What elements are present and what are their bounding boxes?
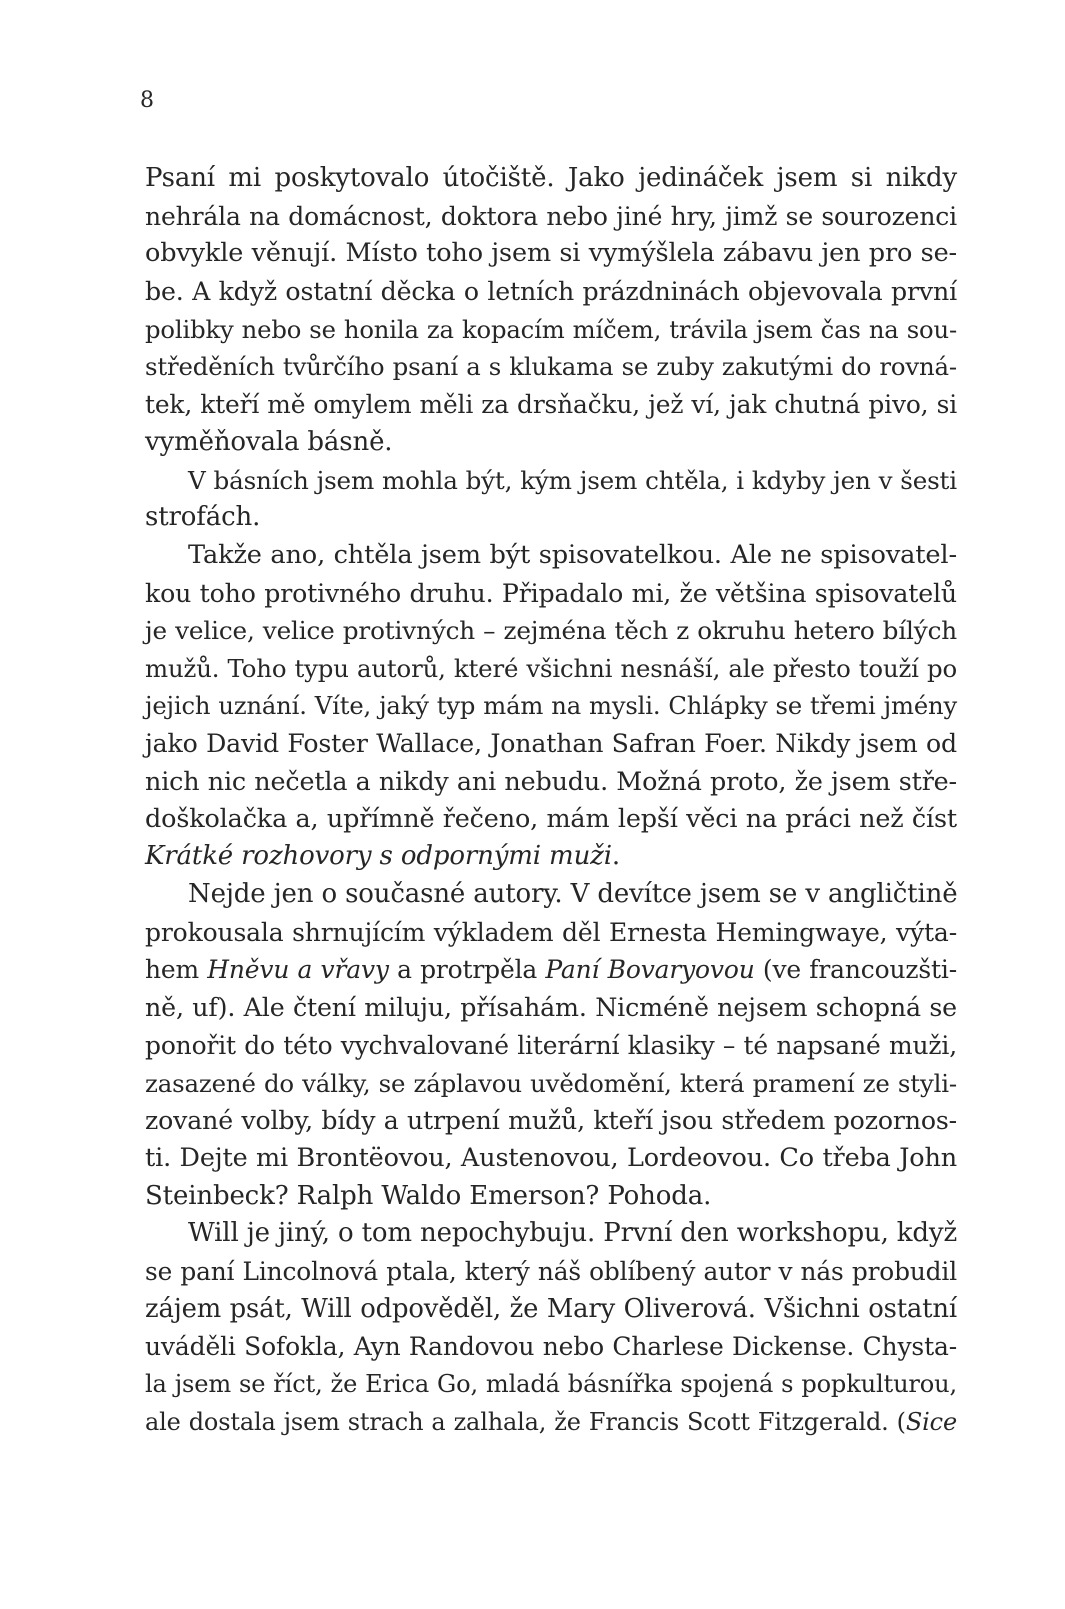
- text-line: [145, 801, 957, 839]
- text-line: [145, 462, 957, 500]
- text-run: .: [611, 841, 620, 872]
- text-run: ponořit do této vychvalované literární klasiky – té napsané muži,: [145, 1030, 957, 1060]
- paragraph: [145, 1215, 957, 1441]
- italic-title: Krátké rozhovory s odpornými muži: [145, 841, 612, 872]
- text-line: [145, 1140, 957, 1178]
- page-number: 8: [140, 88, 154, 113]
- text-run: (ve francouzšti-: [754, 955, 957, 985]
- text-run: zované volby, bídy a utrpení mužů, kteří jsou středem pozornos-: [145, 1106, 957, 1136]
- italic-title: Sice: [905, 1407, 957, 1436]
- text-line: [145, 1027, 957, 1065]
- text-run: je velice, velice protivných – zejména těch z okruhu hetero bílých: [145, 616, 957, 646]
- text-line: [145, 1215, 957, 1253]
- text-run: Steinbeck? Ralph Waldo Emerson? Pohoda.: [145, 1180, 712, 1211]
- text-line: [145, 1102, 957, 1140]
- text-line: [145, 612, 957, 650]
- text-run: a protrpěla: [388, 955, 546, 985]
- text-run: V básních jsem mohla být, kým jsem chtěla, i kdyby jen v šesti: [188, 465, 957, 495]
- text-line: [145, 1404, 957, 1442]
- text-run: jejich uznání. Víte, jaký typ mám na mysli. Chlápky se třemi jmény: [145, 691, 957, 720]
- text-line: [145, 1065, 957, 1103]
- text-run: ale dostala jsem strach a zalhala, že Francis Scott Fitzgerald. (: [145, 1407, 906, 1436]
- text-line: [145, 989, 957, 1027]
- text-run: tek, kteří mě omylem měli za drsňačku, jež ví, jak chutná pivo, si: [145, 390, 957, 420]
- text-run: hem: [145, 955, 208, 985]
- paragraph: [145, 876, 957, 1215]
- text-run: Psaní mi poskytovalo útočiště. Jako jedináček jsem si nikdy: [145, 163, 957, 193]
- text-run: prokousala shrnujícím výkladem děl Ernesta Hemingwaye, výta-: [145, 917, 957, 947]
- text-run: se paní Lincolnová ptala, který náš oblíbený autor v nás probudil: [145, 1256, 957, 1286]
- text-line: [145, 537, 957, 575]
- text-run: ti. Dejte mi Brontëovou, Austenovou, Lordeovou. Co třeba John: [145, 1142, 957, 1173]
- paragraph: [145, 462, 957, 537]
- text-run: zájem psát, Will odpověděl, že Mary Oliverová. Všichni ostatní: [145, 1293, 957, 1324]
- text-line: [145, 763, 957, 801]
- text-line: [145, 1291, 957, 1329]
- text-line: [145, 424, 957, 462]
- text-line: [145, 838, 957, 876]
- text-run: zasazené do války, se záplavou uvědomění, která pramení ze styli-: [145, 1068, 957, 1098]
- text-run: strofách.: [145, 502, 261, 533]
- italic-title: Paní Bovaryovou: [545, 955, 755, 985]
- text-line: [145, 650, 957, 688]
- text-line: [145, 311, 957, 349]
- text-line: [145, 575, 957, 613]
- text-line: [145, 1328, 957, 1366]
- text-line: [145, 914, 957, 952]
- text-line: [145, 235, 957, 273]
- text-line: [145, 1178, 957, 1216]
- text-run: obvykle věnují. Místo toho jsem si vymýšlela zábavu jen pro se-: [145, 238, 957, 269]
- text-run: vyměňovala básně.: [145, 426, 393, 457]
- text-line: [145, 876, 957, 914]
- text-line: [145, 499, 957, 537]
- text-run: jako David Foster Wallace, Jonathan Safran Foer. Nikdy jsem od: [145, 729, 957, 759]
- text-line: [145, 273, 957, 311]
- text-line: [145, 348, 957, 386]
- text-line: [145, 386, 957, 424]
- text-run: Nejde jen o současné autory. V devítce jsem se v angličtině: [188, 879, 958, 910]
- text-line: [145, 160, 957, 198]
- text-line: [145, 198, 957, 236]
- text-run: nich nic nečetla a nikdy ani nebudu. Možná proto, že jsem stře-: [145, 766, 957, 796]
- paragraph: [145, 160, 957, 462]
- text-run: ně, uf). Ale čtení miluju, přísahám. Nicméně nejsem schopná se: [145, 993, 957, 1023]
- body-text: [145, 160, 957, 1441]
- text-run: be. A když ostatní děcka o letních prázdninách objevovala první: [145, 277, 957, 307]
- italic-title: Hněvu a vřavy: [207, 955, 389, 985]
- paragraph: [145, 537, 957, 876]
- text-run: mužů. Toho typu autorů, které všichni nesnáší, ale přesto touží po: [145, 653, 957, 683]
- text-line: [145, 688, 957, 726]
- text-line: [145, 725, 957, 763]
- text-run: uváděli Sofokla, Ayn Randovou nebo Charlese Dickense. Chysta-: [145, 1332, 957, 1362]
- text-run: polibky nebo se honila za kopacím míčem, trávila jsem čas na sou-: [145, 314, 957, 344]
- text-run: kou toho protivného druhu. Připadalo mi, že většina spisovatelů: [145, 578, 957, 608]
- text-run: la jsem se říct, že Erica Go, mladá básnířka spojená s popkulturou,: [145, 1370, 957, 1398]
- text-run: Takže ano, chtěla jsem být spisovatelkou. Ale ne spisovatel-: [188, 539, 957, 570]
- text-run: doškolačka a, upřímně řečeno, mám lepší věci na práci než číst: [145, 803, 957, 834]
- text-line: [145, 951, 957, 989]
- text-run: Will je jiný, o tom nepochybuju. První den workshopu, když: [188, 1218, 957, 1249]
- text-line: [145, 1366, 957, 1404]
- text-run: nehrála na domácnost, doktora nebo jiné hry, jimž se sourozenci: [145, 201, 957, 231]
- text-run: středěních tvůrčího psaní a s klukama se zuby zakutými do rovná-: [145, 352, 957, 382]
- text-line: [145, 1253, 957, 1291]
